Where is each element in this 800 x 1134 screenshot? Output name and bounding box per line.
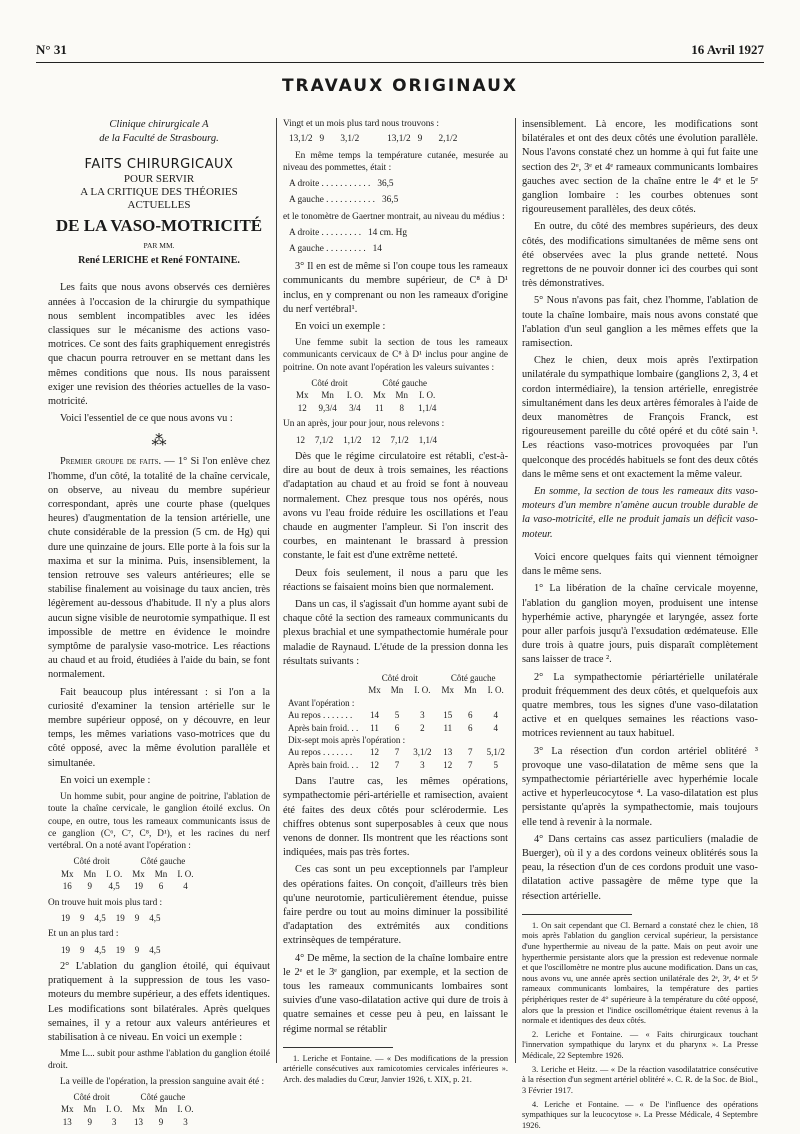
paragraph: 2° La sympathectomie périartérielle unilatérale produit fréquemment des deux côtés, et quelquefois aux quatre membres, tous les signes d'une vaso-dilatation active et en quelques semaines les réactions vaso-motrices reviennent au taux habituel. [522, 671, 758, 740]
example-text: Mme L... subit pour asthme l'ablation du ganglion étoilé droit. [48, 1049, 270, 1072]
paragraph: Premier groupe de faits. — 1° Si l'on enlève chez l'homme, d'un côté, la totalité de la chaîne cervicale, on observe, au niveau du membre supérieur correspondant, après une courte phase (quelques heures) d'augmentation de la tension artérielle, une chute considérable de la pression (5 cm. de Hg) qui dure une quinzaine de jours. Elle porte à la fois sur la maxima et sur la minima. Puis, insensiblement, la tension retrouve ses valeurs antérieures; elle se stabilise finalement au voisinage du taux ancien, très légèrement au-dessous d'habitude. Il n'y a plus alors aucun signe visible de neurotomie sympathique. Il est impossible de mettre en évidence le moindre symptôme de paralysie vaso-motrice. Les réactions au chaud et au froid, étudiées à l'aide du bain, se font normalement. [48, 456, 270, 681]
clinic-affiliation: Clinique chirurgicale A de la Faculté de Strasbourg. [99, 119, 219, 144]
paragraph: 5° Nous n'avons pas fait, chez l'homme, l'ablation de toute la chaîne lombaire, mais nous avons constaté que l'ablation d'un seul ganglion a les mêmes effets que la ramisection. [522, 295, 758, 350]
section-divider: ⁂ [151, 433, 167, 450]
paragraph: Voici l'essentiel de ce que nous avons vu : [60, 413, 233, 425]
group-heading: Premier groupe de faits. [60, 456, 162, 468]
authors-prefix: PAR MM. [143, 241, 175, 251]
paragraph: 3° Il en est de même si l'on coupe tous les rameaux communicants du membre supérieur, de C⁸ à D¹ inclus, en y comprenant ou non les rameaux d'origine du nerf vertébral¹. [283, 261, 508, 315]
table-caption: Dix-sept mois après l'opération : [288, 734, 406, 745]
pressure-table-3: Côté droit Côté gauche Mx Mn I. O. Mx Mn I. O. 12 9,3/4 3/4 11 8 1,1/4 [291, 377, 441, 414]
page-header [36, 42, 764, 63]
table-row: Au repos . . . . . . . 12 7 3,1/2 13 7 5,1/2 [288, 747, 505, 758]
footnote-rule [283, 1047, 393, 1048]
column-rule [276, 118, 277, 1063]
footnote: 2. Leriche et Fontaine. — « Faits chirurgicaux touchant l'innervation sympathique du larynx et du pharynx ». La Presse Médicale, 22 Septembre 1926. [522, 1029, 758, 1061]
footnote: 1. On sait cependant que Cl. Bernard a constaté chez le chien, 18 mois après l'ablation du ganglion cervical supérieur, la persistance d'une hyperthermie au niveau de la patte. Mais on peut avoir une hyperthermie persistante alors que la pression est redevenue normale et que l'oscillomètre ne montre plus aucune modification. Dans un cas, nous avons vu, une année après section unilatérale des 2ᵉ, 3ᵉ, 4ᵉ et 5ᵉ rameaux communicants lombaires, la température des parties périphériques rester de 4° supérieure à la température du côté opposé, alors que la pression et l'indice oscillométrique étaient revenus à la normale et identiques des deux côtés. [522, 920, 758, 1026]
authors: René LERICHE et René FONTAINE. [78, 254, 240, 266]
footnote: 3. Leriche et Heitz. — « De la réaction vasodilatatrice consécutive à la résection d'un segment artériel oblitéré ». C. R. de la Soc. de Biol., 3 Février 1917. [522, 1064, 758, 1095]
example-text: Un homme subit, pour angine de poitrine, l'ablation de toute la chaîne cervicale, le ganglion étoilé exclus. On coupe, en outre, tous les rameaux communicants issus de ce ganglion (C⁶, C⁷, C⁸, D¹), et les racines du nerf vertébral. On a noté avant l'opération : [48, 792, 270, 852]
pressure-table-1: Côté droit Côté gauche Mx Mn I. O. Mx Mn I. O. 16 9 4,5 19 6 4 [56, 855, 199, 892]
paragraph: 2° L'ablation du ganglion étoilé, qui équivaut pratiquement à la suppression de tous les vaso-moteurs du membre supérieur, a des effets identiques. Les modifications sont bilatérales. Après quelques semaines, il y a retour aux valeurs antérieures et stabilisation à ce niveau. En voici un exemple : [48, 960, 270, 1043]
paragraph: Chez le chien, deux mois après l'extirpation unilatérale du sympathique lombaire (ganglions 2, 3, 4 et cordon intermédiaire), la tension artérielle, enregistrée simultanément dans les deux artères fémorales à l'aide de deux manomètres de François Franck, est rigoureusement pareille du côté opéré et du côté sain ¹. Les réactions vaso-motrices provoquées par l'un quelconque des procédés habituels se font des deux côtés dans le même sens et ont exactement la même valeur. [522, 355, 758, 480]
article-title-line: FAITS CHIRURGICAUX [84, 157, 234, 173]
table-caption: On trouve huit mois plus tard : [48, 897, 163, 908]
column-rule [515, 118, 516, 1063]
measure-line: A droite . . . . . . . . . . . 36,5 [289, 178, 394, 189]
pressure-table-1b [56, 912, 166, 924]
paragraph: Dès que le régime circulatoire est rétabli, c'est-à-dire au bout de deux à trois semaines, les réactions d'adaptation au chaud et au froid se font à nouveau normalement. Chez presque tous nos opérés, nous avons vu l'eau froide réduire les oscillations et l'eau chaude en augmenter l'ampleur. Si l'on inscrit des courbes, en maintenant le brassard à pression constante, le fait est d'une extrême netteté. [283, 450, 508, 562]
table-caption: Avant l'opération : [288, 697, 355, 708]
summary-statement: En somme, la section de tous les rameaux dits vaso-moteurs d'un membre n'amène aucun trouble durable de la vaso-motricité, elle ne produit jamais un déficit vaso-moteur. [522, 486, 758, 540]
table-row: 13,1/2 9 3,1/2 13,1/2 9 2,1/2 [289, 134, 458, 145]
column-3 [522, 118, 758, 1134]
issue-date: 16 Avril 1927 [691, 42, 764, 57]
footnote: 4. Leriche et Fontaine. — « De l'influence des opérations sympathiques sur la leucocytose ». La Presse Médicale, 4 Septembre 1926. [522, 1099, 758, 1130]
paragraph: 4° De même, la section de la chaîne lombaire entre le 2ᵉ et le 3ᵉ ganglion, par exemple, et la section de tous les rameaux communicants lombaires sont suivies d'une vaso-dilatation active qui dure de trois à quatre semaines et cesse peu à peu, en laissant le régime normal se rétablir [283, 952, 508, 1035]
table-header: Côté gauche [140, 856, 186, 867]
example-text: En même temps la température cutanée, mesurée au niveau des pommettes, était : [283, 151, 508, 174]
table-row: 13 9 3 13 9 3 [62, 1116, 188, 1127]
article-title-line: A LA CRITIQUE DES THÉORIES ACTUELLES [80, 186, 238, 212]
table-row: 19 9 4,5 19 9 4,5 [61, 912, 161, 923]
example-text: Vingt et un mois plus tard nous trouvons : [283, 119, 439, 129]
column-2 [283, 118, 508, 1089]
table-row: 16 9 4,5 19 6 4 [62, 881, 188, 892]
pressure-table-1c [56, 944, 166, 956]
pressure-table-2: Côté droit Côté gauche Mx Mn I. O. Mx Mn I. O. 13 9 3 13 9 3 [56, 1091, 199, 1128]
measure-line: A droite . . . . . . . . . 14 cm. Hg [289, 227, 408, 238]
example-text: et le tonomètre de Gaertner montrait, au niveau du médius : [283, 212, 505, 223]
article-title-main: DE LA VASO-MOTRICITÉ [55, 216, 263, 236]
paragraph: Voici encore quelques faits qui viennent témoigner dans le même sens. [522, 551, 758, 578]
paragraph: 1° La libération de la chaîne cervicale moyenne, l'ablation du ganglion moyen, produisent une intense hyperhémie active, pharyngée et laryngée, assez forte pour aller parfois jusqu'à l'exsudation œdémateuse. Elle dure trois à quatre jours, puis disparaît complètement sans laisser de trace ². [522, 583, 758, 666]
pressure-table-3b [291, 434, 442, 446]
paragraph: 3° La résection d'un cordon artériel oblitéré ³ provoque une vaso-dilatation de même sens que la sympathectomie périartérielle avec hyperhémie locale active et hyperleucocytose ⁴. La vaso-dilatation est plus persistante qu'après la sympathectomie, mais toujours elle tend à revenir à la normale. [522, 745, 758, 828]
table-row: Au repos . . . . . . . 14 5 3 15 6 4 [288, 710, 498, 721]
paragraph: Deux fois seulement, il nous a paru que les réactions se faisaient moins bien que normalement. [283, 567, 508, 593]
column-1 [48, 118, 270, 1132]
table-caption: Un an après, jour pour jour, nous relevons : [283, 419, 445, 430]
paragraph: En outre, du côté des membres supérieurs, des deux côtés, des modifications simultanées de même sens ont été observées avec la plus grande netteté. Nous regrettons de ne pouvoir donner ici des courbes qui sont très démonstratives. [522, 221, 758, 290]
table-row: 12 9,3/4 3/4 11 8 1,1/4 [297, 402, 437, 413]
paragraph: insensiblement. Là encore, les modifications sont bilatérales et ont des deux côtés une évolution parallèle. Nous l'avons constaté chez un homme à qui fut faite une section des 2ᵉ, 3ᵉ et 4ᵉ rameaux communicants lombaires gauches avec section de la chaîne entre le 4ᵉ et le 5ᵉ ganglion lombaire : les courbes obtenues sont rigoureusement parallèles, des deux côtés. [522, 119, 758, 216]
footnote: 1. Leriche et Fontaine. — « Des modifications de la pression artérielle consécutives aux ramicotomies cervicales inférieures ». Arch. des maladies du Cœur, Janvier 1926, t. XIX, p. 21. [283, 1053, 508, 1085]
table-row: 12 7,1/2 1,1/2 12 7,1/2 1,1/4 [296, 434, 438, 445]
table-row: 19 9 4,5 19 9 4,5 [61, 944, 161, 955]
table-row: Après bain froid. . . 11 6 2 11 6 4 [288, 722, 498, 733]
table-row: Après bain froid. . . 12 7 3 12 7 5 [288, 759, 498, 770]
paragraph: Fait beaucoup plus intéressant : si l'on a la curiosité d'examiner la tension artérielle sur le membre supérieur opposé, on y découvre, en leur temps, les mêmes variations vaso-motrices que du côté opposé, avec la même évolution parallèle et simultanée. [48, 686, 270, 769]
section-title: TRAVAUX ORIGINAUX [281, 76, 519, 96]
paragraph: Dans l'autre cas, les mêmes opérations, sympathectomie péri-artérielle et ramisection, avaient été faites des deux côtés pour sclérodermie. Les chiffres obtenus sont superposables à ceux que nous venons de donner. Ils montrent que les réactions sont indiquées, mais pas très fortes. [283, 776, 508, 859]
measure-line: A gauche . . . . . . . . . . . 36,5 [289, 195, 399, 206]
paragraph: Dans un cas, il s'agissait d'un homme ayant subi de chaque côté la section des rameaux communicants du plexus brachial et une sympathectomie humérale pour maladie de Raynaud. L'étude de la pression donna les résultats suivants : [283, 598, 508, 667]
pressure-table-4: Côté droit Côté gauche Mx Mn I. O. Mx Mn I. O. Avant l'opération : Au repos . . . . . . . 14 5 3 15 6 4 Après bain froid. . . 11 6 2 11 6 4 Dix-sept mois après l'opération : Au repos . . . . . . . 12 7 3,1/2 13 7 5,1/2 Après bain froid. . . 12 7 3 12 7 5 [283, 672, 510, 771]
article-title-line: POUR SERVIR [123, 172, 195, 185]
measure-line: A gauche . . . . . . . . . 14 [289, 244, 382, 255]
paragraph: Ces cas sont un peu exceptionnels par l'ampleur des opérations faites. On conçoit, d'ailleurs très bien qu'une neurotomie, particulièrement étendue, puisse faire perdre ou tout au moins diminuer la possibilité d'adaptation des extrémités aux conditions extrinsèques de température. [283, 864, 508, 947]
paragraph: Les faits que nous avons observés ces dernières années à l'occasion de la chirurgie du sympathique nous semblent incompatibles avec les idées classiques sur le mécanisme des actions vaso-motrices. Ce sont des faits graphiquement enregistrés que chacun pourra retrouver en se mettant dans les mêmes conditions que nous. Ils nous paraissent exiger une revision des théories actuelles de la vaso-motricité. [48, 282, 270, 407]
example-text: La veille de l'opération, la pression sanguine avait été : [60, 1076, 265, 1087]
table-caption: Et un an plus tard : [48, 929, 119, 940]
paragraph: 4° Dans certains cas assez particuliers (maladie de Buerger), où il y a des cordons veineux oblitérés sous la peau, la résection d'un de ces cordons produit une vaso-dilatation active passagère de même type que la résection artérielle. [522, 833, 758, 902]
footnote-rule [522, 914, 632, 915]
paragraph: En voici un exemple : [60, 774, 151, 786]
issue-number: N° 31 [36, 42, 67, 57]
paragraph: En voici un exemple : [295, 321, 386, 333]
example-text: Une femme subit la section de tous les rameaux communicants cervicaux de C⁸ à D¹ inclus pour angine de poitrine. On note avant l'opération les valeurs suivantes : [283, 338, 508, 373]
table-header: Côté droit [73, 856, 110, 867]
